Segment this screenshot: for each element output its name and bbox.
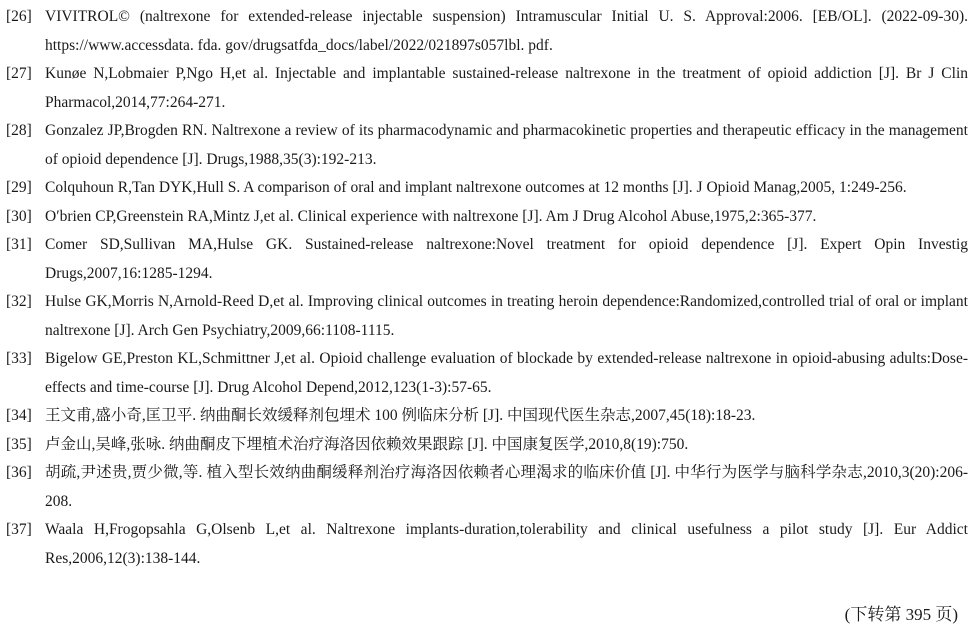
reference-text: Gonzalez JP,Brogden RN. Naltrexone a review of its pharmacodynamic and pharmacokinetic properties and therapeutic efficacy in the management of opioid dependence [J]. Drugs,1988,35(3):192-213.: [45, 122, 968, 168]
reference-item: [6, 60, 968, 117]
reference-number: [35]: [6, 435, 32, 453]
reference-text: 卢金山,吴峰,张咏. 纳曲酮皮下埋植术治疗海洛因依赖效果跟踪 [J]. 中国康复医学,2010,8(19):750.: [45, 435, 689, 453]
reference-number: [27]: [6, 65, 32, 82]
reference-item: [6, 117, 968, 174]
reference-text: Colquhoun R,Tan DYK,Hull S. A comparison of oral and implant naltrexone outcomes at 12 months [J]. J Opioid Manag,2005, 1:249-256.: [45, 179, 907, 196]
reference-text: VIVITROL© (naltrexone for extended-release injectable suspension) Intramuscular Initial U. S. Approval:2006. [EB/OL]. (2022-09-30). https://www.accessdata. fda. gov/drugsatfda_docs/label/2022/021897s057lbl. pdf.: [45, 8, 968, 54]
reference-item: [6, 459, 968, 516]
reference-number: [28]: [6, 122, 32, 139]
reference-text: Bigelow GE,Preston KL,Schmittner J,et al. Opioid challenge evaluation of blockade by extended-release naltrexone in opioid-abusing adults:Dose-effects and time-course [J]. Drug Alcohol Depend,2012,123(1-3):57-65.: [45, 350, 968, 396]
reference-text: 胡疏,尹述贵,贾少微,等. 植入型长效纳曲酮缓释剂治疗海洛因依赖者心理渴求的临床价值 [J]. 中华行为医学与脑科学杂志,2010,3(20):206-208.: [45, 464, 968, 510]
reference-text: Hulse GK,Morris N,Arnold-Reed D,et al. Improving clinical outcomes in treating heroin dependence:Randomized,controlled trial of oral or implant naltrexone [J]. Arch Gen Psychiatry,2009,66:1108-1115.: [45, 293, 968, 339]
reference-item: [6, 3, 968, 60]
reference-item: [6, 288, 968, 345]
reference-number: [26]: [6, 8, 32, 25]
reference-text: O′brien CP,Greenstein RA,Mintz J,et al. Clinical experience with naltrexone [J]. Am J Drug Alcohol Abuse,1975,2:365-377.: [45, 207, 817, 225]
reference-number: [37]: [6, 521, 32, 538]
continuation-note: (下转第 395 页): [844, 605, 958, 624]
reference-item: [6, 231, 968, 288]
reference-number: [36]: [6, 464, 32, 481]
reference-item: [6, 174, 968, 203]
reference-item: [6, 345, 968, 402]
reference-item: [6, 203, 968, 232]
reference-item: [6, 431, 968, 460]
reference-item: [6, 516, 968, 573]
reference-number: [31]: [6, 236, 32, 253]
reference-text: Comer SD,Sullivan MA,Hulse GK. Sustained-release naltrexone:Novel treatment for opioid dependence [J]. Expert Opin Investig Drugs,2007,16:1285-1294.: [45, 236, 968, 282]
reference-list: [6, 3, 968, 573]
reference-number: [29]: [6, 179, 32, 196]
reference-number: [32]: [6, 293, 32, 310]
reference-text: 王文甫,盛小奇,匡卫平. 纳曲酮长效缓释剂包埋术 100 例临床分析 [J]. 中国现代医生杂志,2007,45(18):18-23.: [45, 407, 756, 424]
reference-number: [33]: [6, 350, 32, 367]
reference-text: Waala H,Frogopsahla G,Olsenb L,et al. Naltrexone implants-duration,tolerability and clinical usefulness a pilot study [J]. Eur Addict Res,2006,12(3):138-144.: [45, 521, 968, 567]
reference-text: Kunøe N,Lobmaier P,Ngo H,et al. Injectable and implantable sustained-release naltrexone in the treatment of opioid addiction [J]. Br J Clin Pharmacol,2014,77:264-271.: [45, 65, 968, 111]
reference-number: [30]: [6, 207, 32, 225]
reference-item: [6, 402, 968, 431]
reference-number: [34]: [6, 407, 32, 424]
